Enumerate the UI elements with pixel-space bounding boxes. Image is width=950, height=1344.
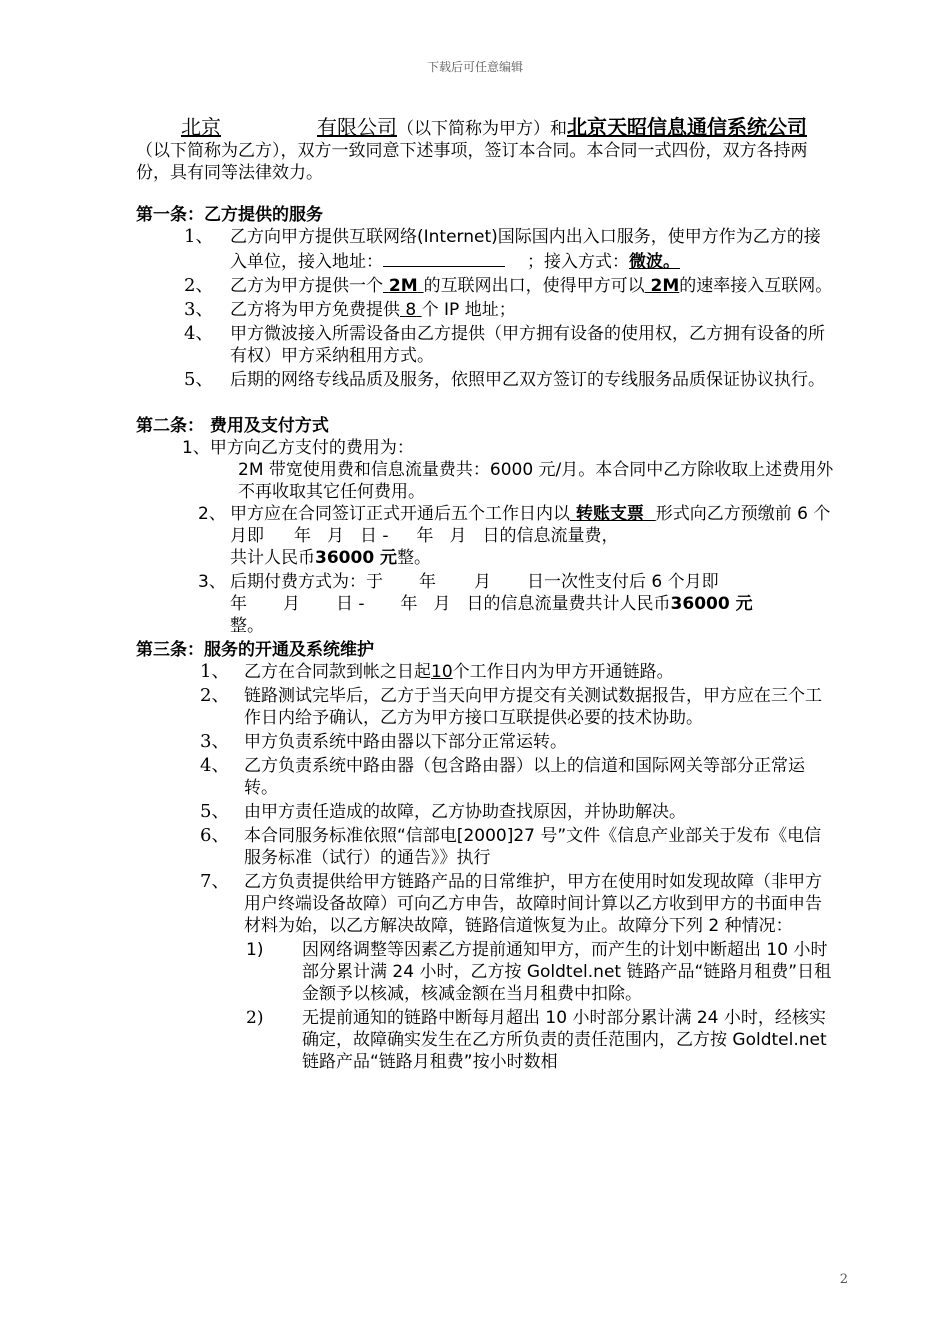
section-3-title: 第三条：服务的开通及系统维护 [136, 640, 374, 660]
list-item: 5、 由甲方责任造成的故障，乙方协助查找原因，并协助解决。 [200, 801, 686, 822]
access-mode: 微波。 [629, 252, 680, 272]
section-2-fee-detail: 2M 带宽使用费和信息流量费共：6000 元/月。本合同中乙方除收取上述费用外不再收取其它任何费用。 [238, 460, 834, 502]
section-1-list [136, 226, 836, 391]
list-item: 1、 乙方向甲方提供互联网络(Internet)国际国内出入口服务，使甲方作为乙方的接入单位，接入地址： ；接入方式：微波。 [184, 226, 821, 272]
list-item: 2、 链路测试完毕后，乙方于当天向甲方提交有关测试数据报告，甲方应在三个工作日内给予确认，乙方为甲方接口互联提供必要的技术协助。 [200, 685, 822, 728]
contract-body [136, 116, 836, 1075]
list-item: 2、 乙方为甲方提供一个 2M 的互联网出口，使得甲方可以 2M的速率接入互联网。 [184, 275, 833, 296]
list-item: 3、 甲方负责系统中路由器以下部分正常运转。 [200, 731, 567, 752]
section-2-item-2: 2、 甲方应在合同签订正式开通后五个工作日内以 转账支票 形式向乙方预缴前 6 个月即 年 月 日 - 年 月 日的信息流量费， 共计人民币36000 元整。 [198, 504, 831, 568]
page-header: 下载后可任意编辑 [426, 60, 523, 74]
total-amount: 36000 元 [315, 548, 398, 568]
intro-paragraph [136, 116, 836, 184]
total-amount: 36000 元 [670, 594, 753, 614]
party-b-name: 北京天昭信息通信系统公司 [567, 115, 807, 139]
section-3-list [136, 661, 836, 1073]
party-a-note: （以下简称为甲方）和 [397, 119, 567, 139]
list-item: 5、 后期的网络专线品质及服务，依照甲乙双方签订的专线服务品质保证协议执行。 [184, 369, 825, 390]
sub-list-item: 2) 无提前通知的链路中断每月超出 10 小时部分累计满 24 小时，经核实确定，故障确实发生在乙方所负责的责任范围内，乙方按 Goldtel.net 链路产品“链路月租费”按小时数相 [246, 1008, 827, 1072]
section-2-item-1: 1、甲方向乙方支付的费用为： [182, 438, 414, 458]
activation-days: 10 [431, 662, 453, 682]
bandwidth-value: 2M [388, 276, 418, 296]
page-number: 2 [839, 1272, 848, 1287]
list-item: 4、 甲方微波接入所需设备由乙方提供（甲方拥有设备的使用权，乙方拥有设备的所有权）甲方采纳租用方式。 [184, 323, 825, 366]
section-3-sublist [200, 939, 836, 1073]
party-a-name: 北京 有限公司 [181, 115, 397, 139]
payment-method: 转账支票 [575, 504, 644, 524]
bandwidth-value: 2M [650, 276, 680, 296]
list-item: 6、 本合同服务标准依照“信部电[2000]27 号”文件《信息产业部关于发布《电信服务标准（试行）的通告》》执行 [200, 825, 822, 868]
list-item: 7、 乙方负责提供给甲方链路产品的日常维护，甲方在使用时如发现故障（非甲方用户终端设备故障）可向乙方申告，故障时间计算以乙方收到甲方的书面申告材料为始，以乙方解决故障，链路信道恢复为止。故障分下列 2 种情况： [200, 871, 822, 936]
list-item: 3、 乙方将为甲方免费提供 8 个 IP 地址； [184, 299, 516, 320]
section-2-item-3: 3、 后期付费方式为：于 年 月 日一次性支付后 6 个月即 年 月 日 - 年 月 日的信息流量费共计人民币36000 元 整。 [198, 572, 753, 636]
ip-count: 8 [405, 300, 417, 320]
list-item: 4、 乙方负责系统中路由器（包含路由器）以上的信道和国际网关等部分正常运转。 [200, 755, 805, 798]
sub-list-item: 1) 因网络调整等因素乙方提前通知甲方，而产生的计划中断超出 10 小时部分累计满 24 小时，乙方按 Goldtel.net 链路产品“链路月租费”日租金额予以核减，核减金额在当月租费中扣除。 [246, 940, 832, 1004]
list-item: 1、 乙方在合同款到帐之日起10个工作日内为甲方开通链路。 [200, 661, 674, 682]
section-1-title: 第一条：乙方提供的服务 [136, 205, 323, 225]
intro-rest: （以下简称为乙方），双方一致同意下述事项，签订本合同。本合同一式四份，双方各持两份，具有同等法律效力。 [136, 141, 808, 183]
section-2-title: 第二条： 费用及支付方式 [136, 416, 329, 436]
